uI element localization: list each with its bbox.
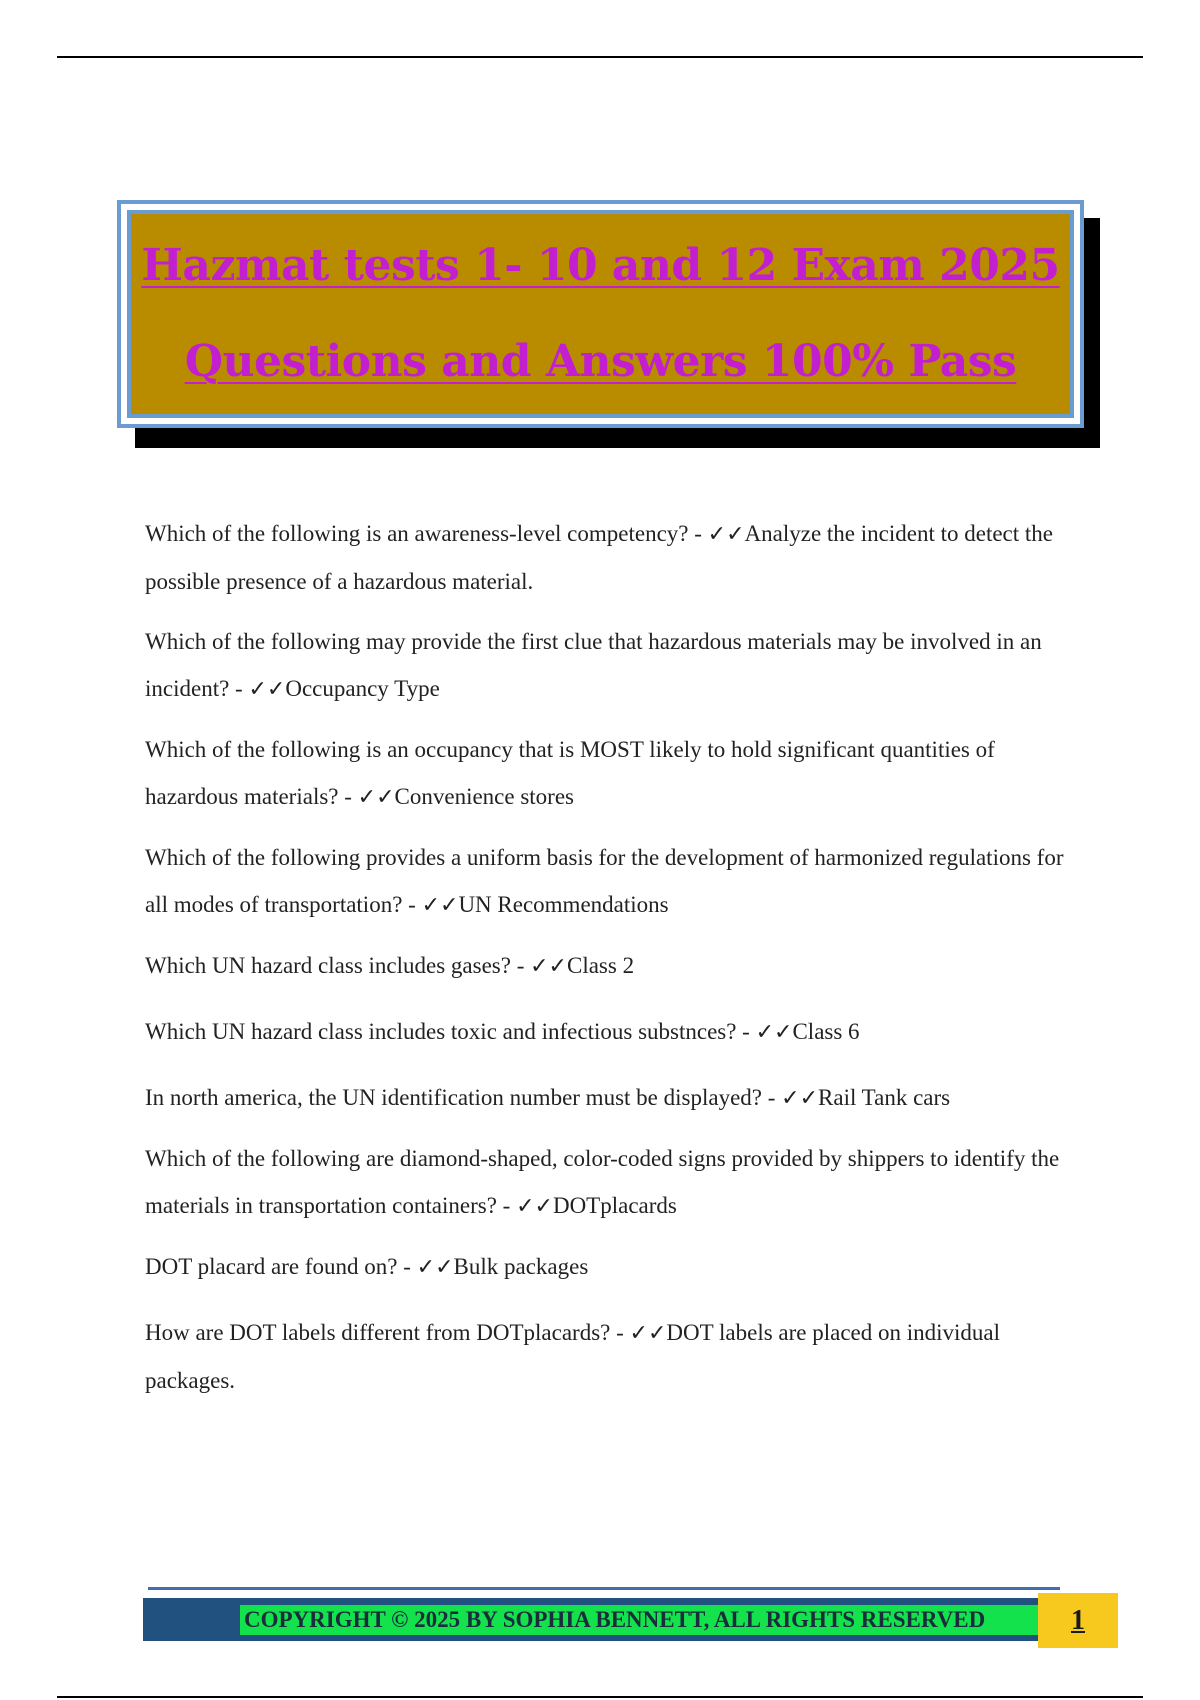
title-line-1: Hazmat tests 1- 10 and 12 Exam 2025 (141, 240, 1060, 291)
double-check-icon: ✓✓ (357, 785, 395, 810)
answer-text: UN Recommendations (458, 892, 669, 917)
question-text: Which of the following may provide the first clue that hazardous materials may be involved in an incident? - (145, 629, 1042, 701)
double-check-icon: ✓✓ (781, 1086, 819, 1111)
answer-text: Bulk packages (453, 1254, 589, 1279)
double-check-icon: ✓✓ (629, 1321, 667, 1346)
qa-item (145, 1309, 1065, 1404)
question-text: How are DOT labels different from DOTplacards? - (145, 1320, 630, 1345)
question-text: Which UN hazard class includes toxic and infectious substnces? - (145, 1019, 756, 1044)
answer-text: Occupancy Type (285, 676, 440, 701)
qa-item (145, 1243, 1065, 1291)
title-box (117, 200, 1084, 428)
header-rule (57, 56, 1143, 58)
qa-list (145, 510, 1065, 1417)
answer-text: Class 6 (792, 1019, 860, 1044)
title-box-inner (127, 210, 1074, 418)
qa-item (145, 618, 1065, 713)
answer-text: Analyze the incident to detect the possible presence of a hazardous material. (145, 521, 1053, 594)
qa-item (145, 834, 1065, 929)
footer-page-rule (57, 1696, 1143, 1698)
double-check-icon: ✓✓ (416, 1255, 454, 1280)
double-check-icon: ✓✓ (516, 1194, 553, 1219)
footer-rule (148, 1587, 1060, 1590)
double-check-icon: ✓✓ (421, 893, 459, 918)
qa-item (145, 942, 1065, 990)
title-line-2: Questions and Answers 100% Pass (184, 336, 1017, 387)
question-text: DOT placard are found on? - (145, 1254, 417, 1279)
answer-text: Rail Tank cars (818, 1085, 951, 1110)
answer-text: Class 2 (566, 953, 635, 978)
answer-text: DOT labels are placed on individual packages. (145, 1320, 1001, 1393)
question-text: Which of the following is an awareness-level competency? - (145, 521, 708, 546)
question-text: Which of the following provides a uniform basis for the development of harmonized regulations for all modes of transportation? - (145, 845, 1064, 917)
page-number-box (1038, 1593, 1118, 1648)
question-text: Which of the following is an occupancy that is MOST likely to hold significant quantities of hazardous materials? - (145, 737, 995, 809)
qa-item (145, 1074, 1065, 1122)
double-check-icon: ✓✓ (707, 522, 745, 547)
double-check-icon: ✓✓ (755, 1020, 793, 1045)
question-text: Which of the following are diamond-shaped, color-coded signs provided by shippers to identify the materials in transportation containers? - (145, 1146, 1060, 1218)
answer-text: Convenience stores (394, 784, 575, 809)
double-check-icon: ✓✓ (248, 677, 286, 702)
page-number: 1 (1071, 1604, 1085, 1636)
qa-item (145, 510, 1065, 605)
footer-copyright: COPYRIGHT © 2025 BY SOPHIA BENNETT, ALL RIGHTS RESERVED (240, 1605, 1045, 1635)
qa-item (145, 1135, 1065, 1230)
double-check-icon: ✓✓ (530, 954, 567, 979)
answer-text: DOTplacards (552, 1193, 677, 1218)
qa-item (145, 726, 1065, 821)
question-text: Which UN hazard class includes gases? - (145, 953, 531, 978)
question-text: In north america, the UN identification number must be displayed? - (145, 1085, 782, 1110)
qa-item (145, 1008, 1065, 1056)
